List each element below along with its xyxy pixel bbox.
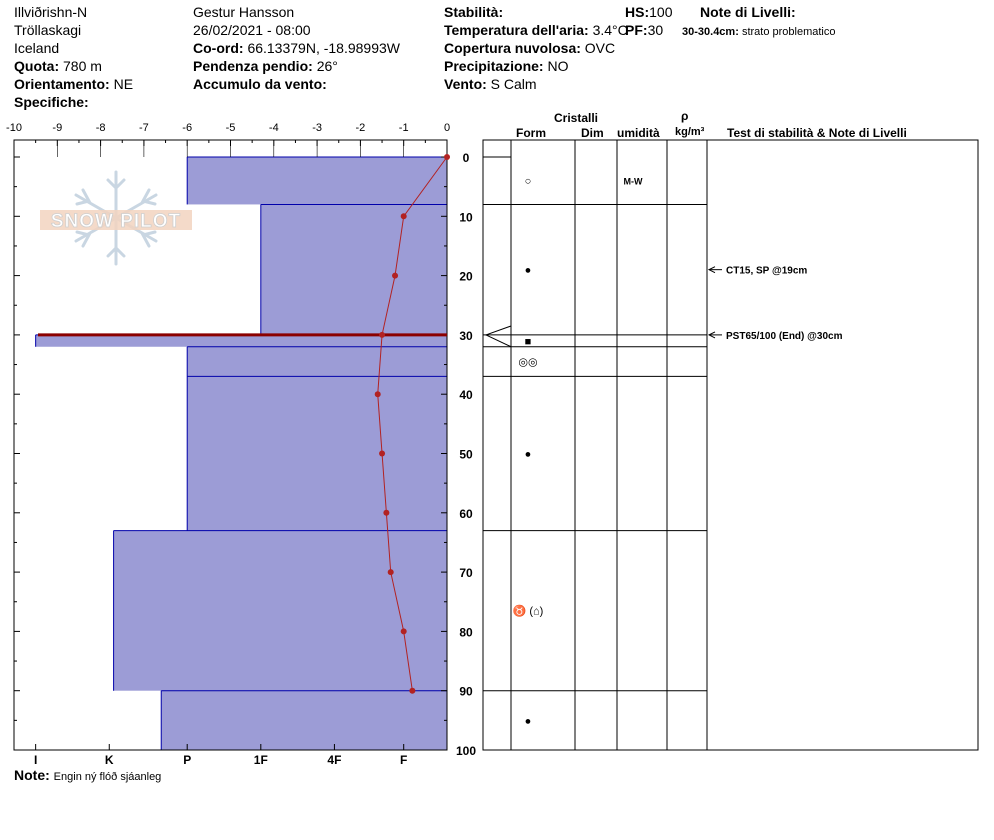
precip-label: Precipitazione: [444, 58, 544, 74]
air-temp-label: Temperatura dell'aria: [444, 22, 589, 38]
hardness-bar-2 [36, 335, 447, 347]
depth-tick-label-7: 70 [459, 566, 473, 581]
tests-header: Test di stabilità & Note di Livelli [727, 126, 907, 140]
depth-tick-label-10: 100 [455, 744, 477, 758]
coords-value: 66.13379N, -18.98993W [247, 40, 400, 56]
hardness-bar-3 [187, 347, 447, 377]
depth-tick-label-2: 20 [459, 269, 473, 284]
footer-note [14, 767, 161, 785]
wind-row [444, 76, 537, 92]
depth-tick-label-5: 50 [459, 447, 473, 462]
temp-point-6 [383, 510, 389, 516]
depth-tick-label-0: 0 [462, 151, 470, 165]
crystal-form-4: ● [524, 448, 532, 461]
hardness-tick-label-5: F [400, 753, 408, 767]
depth-tick-label-6: 60 [459, 506, 473, 521]
observer-name: Gestur Hansson [193, 4, 295, 20]
note-text: Engin ný flóð sjáanleg [53, 771, 162, 783]
aspect-row [14, 76, 133, 92]
temp-tick-label-8: -2 [355, 122, 366, 134]
cloud-row [444, 40, 615, 56]
temp-point-9 [409, 688, 415, 694]
temp-point-0 [444, 154, 450, 160]
hardness-bar-0 [187, 157, 447, 204]
temp-tick-label-3: -7 [139, 122, 149, 134]
region-name: Tröllaskagi [14, 22, 82, 38]
temp-tick-label-9: -1 [398, 122, 409, 134]
layer-table [480, 135, 984, 755]
wind-loading-label: Accumulo da vento: [193, 76, 327, 92]
aspect-value: NE [113, 76, 134, 92]
density-unit-header: kg/m³ [675, 126, 705, 138]
air-temp-row [444, 22, 628, 38]
layer-rows [483, 157, 707, 727]
coords-row [193, 40, 400, 56]
cloud-label: Copertura nuvolosa: [444, 40, 581, 56]
note-label: Note: [14, 767, 50, 783]
hs-row [625, 4, 672, 20]
coords-label: Co-ord: [193, 40, 244, 56]
pf-label: PF: [625, 22, 648, 38]
crystal-form-1: ● [524, 264, 532, 277]
hardness-bar-4 [187, 376, 447, 530]
elevation-label: Quota: [14, 58, 60, 74]
temp-point-8 [401, 628, 407, 634]
elevation-row [14, 58, 102, 74]
stability-test-0: CT15, SP @19cm [726, 265, 808, 277]
hardness-tick-label-4: 4F [327, 753, 342, 767]
temp-tick-label-0: -10 [6, 122, 22, 134]
depth-tick-label-1: 10 [459, 210, 473, 225]
depth-tick-label-4: 40 [459, 388, 473, 403]
location-name: Illviðrishn-N [14, 4, 88, 20]
crystal-form-3: ◎◎ [518, 356, 538, 369]
depth-tick-label-8: 80 [459, 625, 473, 640]
dim-header: Dim [581, 126, 604, 140]
pf-value: 30 [647, 22, 664, 38]
elevation-value: 780 m [63, 58, 102, 74]
temp-point-3 [379, 332, 385, 338]
hardness-bar-6 [161, 691, 447, 750]
wind-label: Vento: [444, 76, 487, 92]
crystal-form-0: ○ [524, 175, 532, 188]
temp-tick-label-2: -8 [95, 122, 106, 134]
stability-tests [709, 266, 843, 342]
depth-tick-label-9: 90 [459, 684, 473, 699]
aspect-label: Orientamento: [14, 76, 110, 92]
temp-point-5 [379, 451, 385, 457]
stability-label: Stabilità: [444, 4, 504, 20]
hardness-tick-label-0: I [33, 753, 38, 767]
temp-tick-label-10: 0 [443, 122, 451, 134]
depth-tick-label-3: 30 [459, 328, 473, 343]
slope-label: Pendenza pendio: [193, 58, 313, 74]
crystal-form-2: ■ [524, 335, 532, 348]
cloud-value: OVC [584, 40, 616, 56]
layer-note-range: 30-30.4cm: [682, 26, 739, 38]
moisture-0: M-W [623, 176, 643, 187]
rho-header: ρ [681, 109, 689, 123]
temp-tick-label-6: -4 [268, 122, 279, 134]
hardness-tick-label-3: 1F [253, 753, 268, 767]
slope-row [193, 58, 338, 74]
temp-point-1 [401, 213, 407, 219]
temp-tick-label-7: -3 [312, 122, 322, 134]
observation-datetime: 26/02/2021 - 08:00 [193, 22, 311, 38]
slope-value: 26° [316, 58, 338, 74]
hardness-bars [36, 157, 447, 750]
hs-value: 100 [649, 4, 673, 20]
crystal-form-5: ♉ (⌂) [512, 605, 544, 618]
wind-value: S Calm [490, 76, 537, 92]
air-temp-value: 3.4°C [592, 22, 628, 38]
hardness-bar-5 [114, 531, 447, 691]
layer-notes-label: Note di Livelli: [700, 4, 796, 20]
precip-value: NO [547, 58, 569, 74]
temp-tick-label-5: -5 [225, 122, 236, 134]
logo-text: SNOW PILOT [50, 211, 182, 232]
crystals-header: Cristalli [554, 111, 599, 125]
specifics-label: Specifiche: [14, 94, 89, 110]
pf-row [625, 22, 663, 38]
humidity-header: umidità [617, 126, 660, 140]
temp-tick-label-4: -6 [182, 122, 193, 134]
hardness-tick-label-1: K [104, 753, 114, 767]
temp-point-4 [375, 391, 381, 397]
hardness-bar-1 [261, 204, 447, 334]
layer-note-row [682, 24, 835, 40]
country-name: Iceland [14, 40, 60, 56]
table-frame [483, 140, 978, 750]
hs-label: HS: [625, 4, 650, 20]
precip-row [444, 58, 568, 74]
temp-point-2 [392, 273, 398, 279]
crystal-form-6: ● [524, 715, 532, 728]
temp-tick-label-1: -9 [52, 122, 63, 134]
weak-layer-connector [486, 326, 511, 347]
temp-point-7 [388, 569, 394, 575]
form-header: Form [516, 126, 546, 140]
stability-test-1: PST65/100 (End) @30cm [726, 330, 843, 342]
hardness-tick-label-2: P [183, 753, 192, 767]
layer-note-text: strato problematico [741, 26, 836, 38]
snow-profile-chart [0, 110, 480, 780]
